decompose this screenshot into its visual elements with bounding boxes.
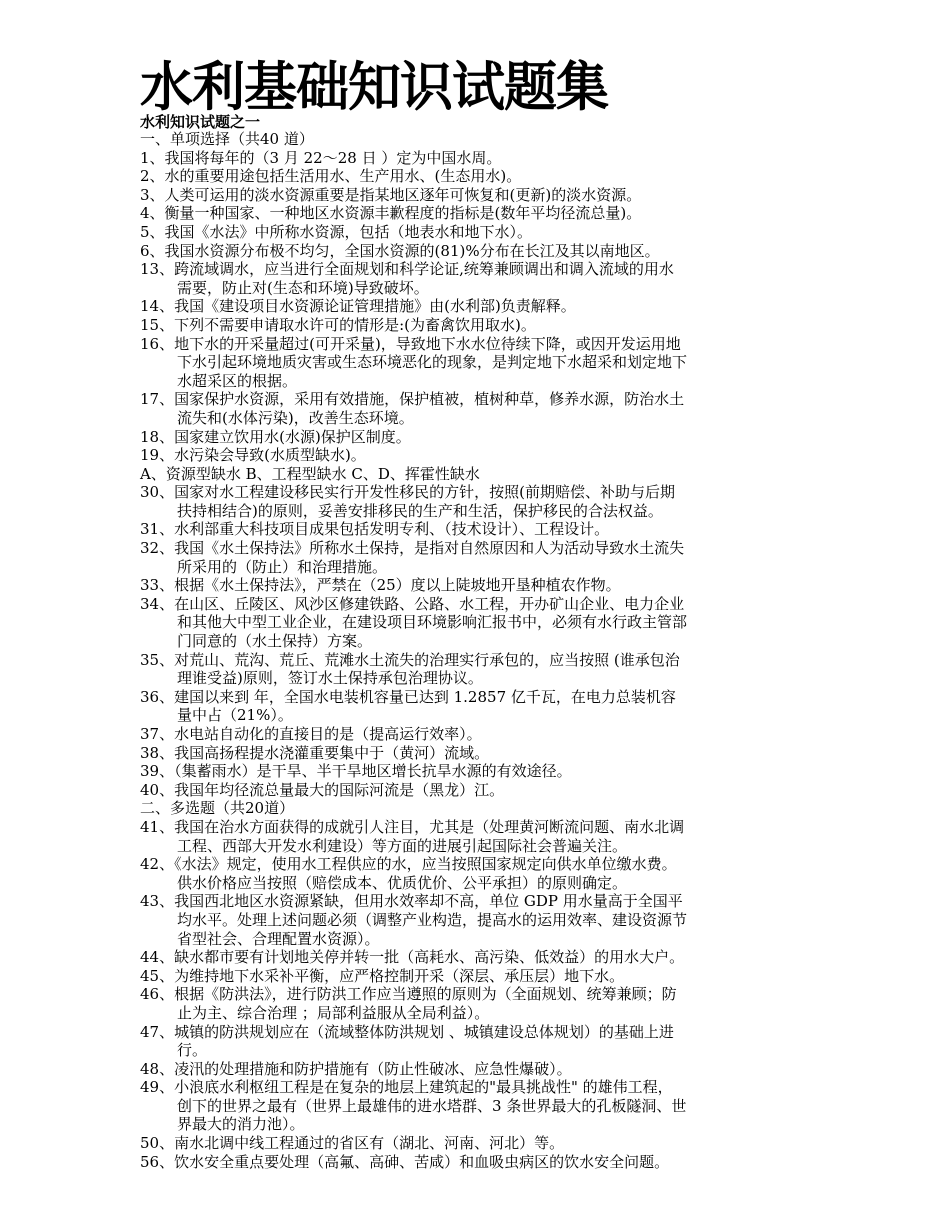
- question-text-continued: 工程、西部大开发水利建设）等方面的进展引起国际社会普遍关注。: [177, 836, 628, 855]
- question-text-continued: 门同意的（水土保持）方案。: [177, 632, 373, 651]
- question-text: 47、城镇的防洪规划应在（流域整体防洪规划 、城镇建设总体规划）的基础上进: [140, 1022, 674, 1041]
- question-item: [140, 818, 815, 855]
- question-item: [140, 428, 815, 447]
- question-item: [140, 948, 815, 967]
- question-item: [140, 1023, 815, 1060]
- question-item: [140, 335, 815, 391]
- question-text: 45、为维持地下水采补平衡，应严格控制开采（深层、承压层）地下水。: [140, 966, 625, 985]
- question-item: [140, 149, 815, 168]
- question-item: [140, 985, 815, 1022]
- question-text-continued: 理谁受益)原则，签订水土保持承包治理协议。: [177, 669, 483, 688]
- question-item: [140, 446, 815, 465]
- question-text: 48、凌汛的处理措施和防护措施有（防止性破冰、应急性爆破）。: [140, 1059, 572, 1078]
- question-text: 15、下列不需要申请取水许可的情形是:(为畜禽饮用取水)。: [140, 315, 536, 334]
- question-text: 一、单项选择（共40 道）: [140, 130, 314, 148]
- question-item: [140, 223, 815, 242]
- question-text: 56、饮水安全重点要处理（高氟、高砷、苦咸）和血吸虫病区的饮水安全问题。: [140, 1152, 670, 1171]
- question-item: [140, 595, 815, 651]
- question-text: 43、我国西北地区水资源紧缺，但用水效率却不高，单位 GDP 用水量高于全国平: [140, 892, 683, 911]
- question-text-continued: 量中占（21%）。: [177, 706, 293, 725]
- question-text: 14、我国《建设项目水资源论证管理措施》由(水利部)负责解释。: [140, 297, 576, 316]
- question-item: [140, 297, 815, 316]
- question-item: [140, 390, 815, 427]
- question-text: 17、国家保护水资源，采用有效措施，保护植被，植树种草，修养水源，防治水土: [140, 390, 685, 409]
- question-item: [140, 483, 815, 520]
- question-text: 31、水利部重大科技项目成果包括发明专利、（技术设计）、工程设计。: [140, 520, 610, 539]
- question-item: [140, 855, 815, 892]
- question-text: 5、我国《水法》中所称水资源，包括（地表水和地下水）。: [140, 222, 533, 241]
- question-item: [140, 967, 815, 986]
- question-text: 35、对荒山、荒沟、荒丘、荒滩水土流失的治理实行承包的，应当按照 (谁承包治: [140, 650, 680, 669]
- question-item: [140, 1153, 815, 1172]
- question-item: [140, 520, 815, 539]
- question-item: [140, 204, 815, 223]
- question-text: 38、我国高扬程提水浇灌重要集中于（黄河）流域。: [140, 743, 490, 762]
- question-item: [140, 316, 815, 335]
- document-body: [140, 130, 815, 1171]
- question-text: 42、《水法》规定，使用水工程供应的水，应当按照国家规定向供水单位缴水费。: [140, 855, 677, 874]
- question-item: [140, 744, 815, 763]
- question-item: [140, 1134, 815, 1153]
- document-subtitle: 水利知识试题之一: [140, 113, 261, 131]
- question-item: [140, 130, 815, 149]
- question-text: 50、南水北调中线工程通过的省区有（湖北、河南、河北）等。: [140, 1134, 565, 1153]
- question-text-continued: 供水价格应当按照（赔偿成本、优质优价、公平承担）的原则确定。: [177, 873, 628, 892]
- question-text: 3、人类可运用的淡水资源重要是指某地区逐年可恢复和(更新)的淡水资源。: [140, 185, 642, 204]
- question-text: A、资源型缺水 B、工程型缺水 C、D、挥霍性缺水: [140, 464, 480, 483]
- question-text-continued: 创下的世界之最有（世界上最雄伟的进水塔群、3 条世界最大的孔板隧洞、世: [177, 1096, 687, 1115]
- question-text-continued: 和其他大中型工业企业，在建设项目环境影响汇报书中，必须有水行政主管部: [177, 613, 688, 632]
- question-item: [140, 186, 815, 205]
- question-item: [140, 725, 815, 744]
- question-item: [140, 1078, 815, 1134]
- document-title: 水利基础知识试题集: [140, 57, 608, 118]
- question-text: 44、缺水都市要有计划地关停并转一批（高耗水、高污染、低效益）的用水大户。: [140, 948, 685, 967]
- question-text-continued: 界最大的消力池）。: [177, 1115, 305, 1134]
- question-item: [140, 892, 815, 948]
- question-text: 2、水的重要用途包括生活用水、生产用水、(生态用水)。: [140, 167, 522, 186]
- question-text: 19、水污染会导致(水质型缺水)。: [140, 446, 366, 465]
- question-text: 二、多选题（共20道）: [140, 799, 295, 818]
- question-text-continued: 均水平。处理上述问题必须（调整产业构造，提高水的运用效率、建设资源节: [177, 910, 688, 929]
- question-text-continued: 所采用的（防止）和治理措施。: [177, 557, 388, 576]
- question-item: [140, 1060, 815, 1079]
- question-text: 32、我国《水土保持法》所称水土保持，是指对自然原因和人为活动导致水土流失: [140, 539, 685, 558]
- question-text-continued: 需要，防止对(生态和环境)导致破坏。: [177, 278, 429, 297]
- question-text: 30、国家对水工程建设移民实行开发性移民的方针，按照(前期赔偿、补助与后期: [140, 483, 675, 502]
- question-text: 1、我国将每年的（3 月 22～28 日 ）定为中国水周。: [140, 148, 502, 167]
- question-text: 41、我国在治水方面获得的成就引人注目，尤其是（处理黄河断流问题、南水北调: [140, 817, 685, 836]
- question-text: 4、衡量一种国家、一种地区水资源丰歉程度的指标是(数年平均径流总量)。: [140, 204, 642, 223]
- question-text-continued: 止为主、综合治理 ；局部利益服从全局利益）。: [177, 1003, 490, 1022]
- question-text: 6、我国水资源分布极不均匀，全国水资源的(81)%分布在长江及其以南地区。: [140, 241, 660, 260]
- question-text-continued: 扶持相结合)的原则，妥善安排移民的生产和生活，保护移民的合法权益。: [177, 501, 663, 520]
- question-text: 13、跨流域调水，应当进行全面规划和科学论证,统筹兼顾调出和调入流域的用水: [140, 260, 674, 279]
- question-text-continued: 下水引起环境地质灾害或生态环境恶化的现象，是判定地下水超采和划定地下: [177, 353, 688, 372]
- question-item: [140, 167, 815, 186]
- question-item: [140, 799, 815, 818]
- question-text-continued: 行。: [177, 1041, 208, 1060]
- question-item: [140, 651, 815, 688]
- question-text: 33、根据《水土保持法》，严禁在（25）度以上陡坡地开垦种植农作物。: [140, 576, 621, 595]
- question-item: [140, 576, 815, 595]
- question-text-continued: 水超采区的根据。: [177, 371, 298, 390]
- question-text: 36、建国以来到 年，全国水电装机容量已达到 1.2857 亿千瓦，在电力总装机容: [140, 687, 676, 706]
- question-item: [140, 781, 815, 800]
- question-text-continued: 流失和(水体污染)，改善生态环境。: [177, 408, 414, 427]
- question-item: [140, 539, 815, 576]
- question-text-continued: 省型社会、合理配置水资源）。: [177, 929, 380, 948]
- question-text: 40、我国年均径流总量最大的国际河流是（黑龙）江。: [140, 780, 505, 799]
- question-text: 37、水电站自动化的直接目的是（提高运行效率）。: [140, 725, 482, 743]
- question-text: 46、根据《防洪法》，进行防洪工作应当遵照的原则为（全面规划、统筹兼顾；防: [140, 985, 677, 1004]
- question-item: [140, 465, 815, 484]
- question-text: 18、国家建立饮用水(水源)保护区制度。: [140, 427, 411, 446]
- question-item: [140, 762, 815, 781]
- question-text: 34、在山区、丘陵区、风沙区修建铁路、公路、水工程，开办矿山企业、电力企业: [140, 594, 685, 613]
- question-text: 16、地下水的开采量超过(可开采量)，导致地下水水位待续下降，或因开发运用地: [140, 334, 681, 353]
- question-text: 49、小浪底水利枢纽工程是在复杂的地层上建筑起的"最具挑战性" 的雄伟工程，: [140, 1078, 673, 1097]
- question-item: [140, 260, 815, 297]
- question-text: 39、（集蓄雨水）是干旱、半干旱地区增长抗旱水源的有效途径。: [140, 762, 572, 781]
- question-item: [140, 242, 815, 261]
- question-item: [140, 688, 815, 725]
